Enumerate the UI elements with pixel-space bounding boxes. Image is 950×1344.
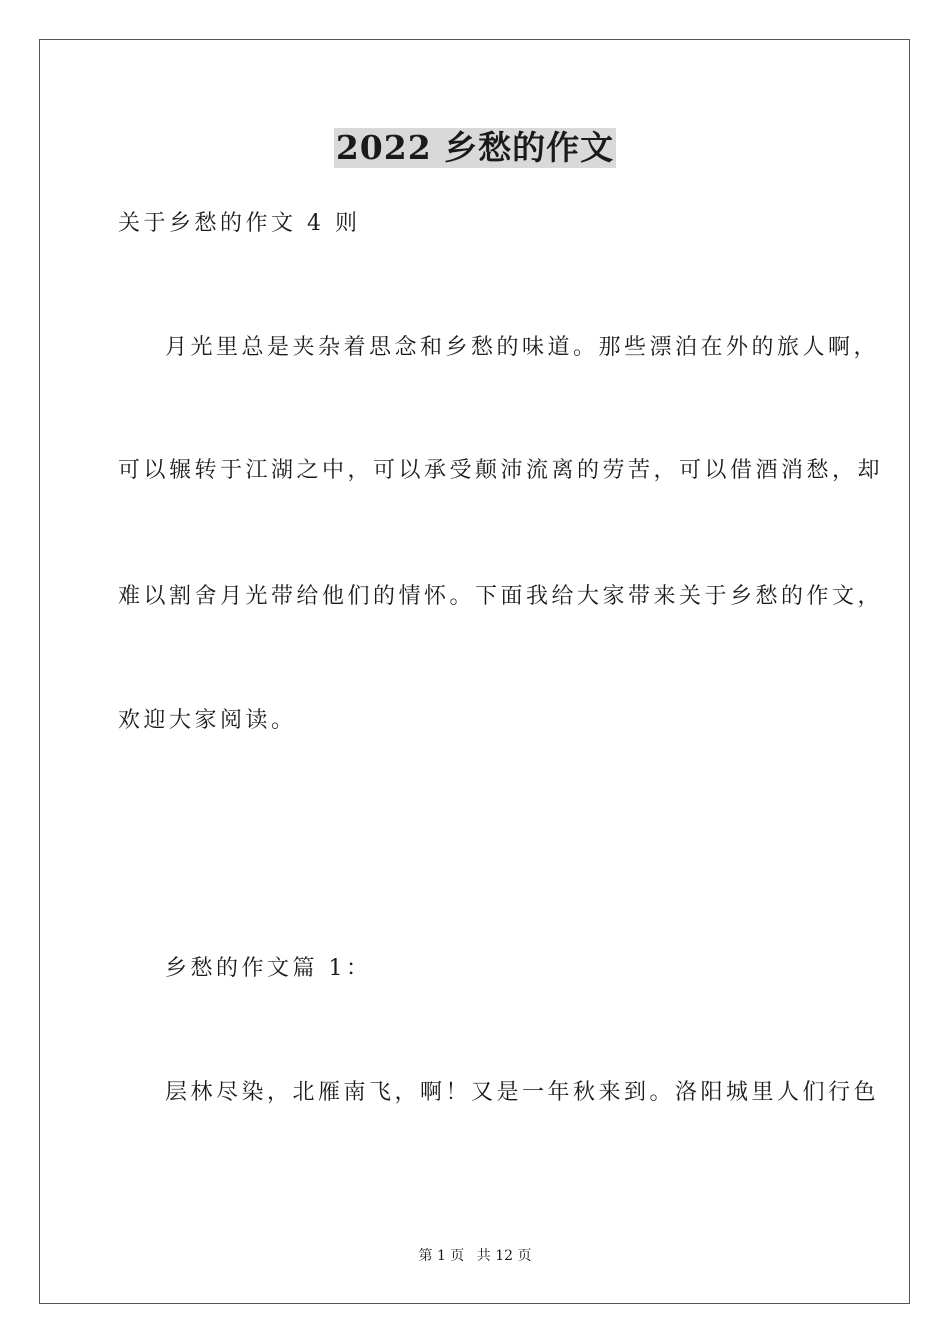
- section-heading: 乡愁的作文篇 1：: [165, 956, 372, 981]
- paragraph-line: 难以割舍月光带给他们的情怀。下面我给大家带来关于乡愁的作文，: [118, 584, 884, 609]
- page-number-current: 第 1 页: [418, 1248, 465, 1264]
- document-subtitle: 关于乡愁的作文 4 则: [118, 211, 361, 236]
- page-footer: [0, 1246, 950, 1266]
- paragraph-line: 欢迎大家阅读。: [118, 708, 297, 733]
- paragraph-line: 可以辗转于江湖之中，可以承受颠沛流离的劳苦，可以借酒消愁，却: [118, 458, 884, 483]
- document-title: 2022 乡愁的作文: [335, 128, 615, 167]
- paragraph-line: 层林尽染，北雁南飞，啊！又是一年秋来到。洛阳城里人们行色: [165, 1080, 880, 1105]
- paragraph-line: 月光里总是夹杂着思念和乡愁的味道。那些漂泊在外的旅人啊，: [165, 335, 880, 360]
- title-container: [0, 128, 950, 168]
- page-number-total: 共 12 页: [476, 1248, 532, 1264]
